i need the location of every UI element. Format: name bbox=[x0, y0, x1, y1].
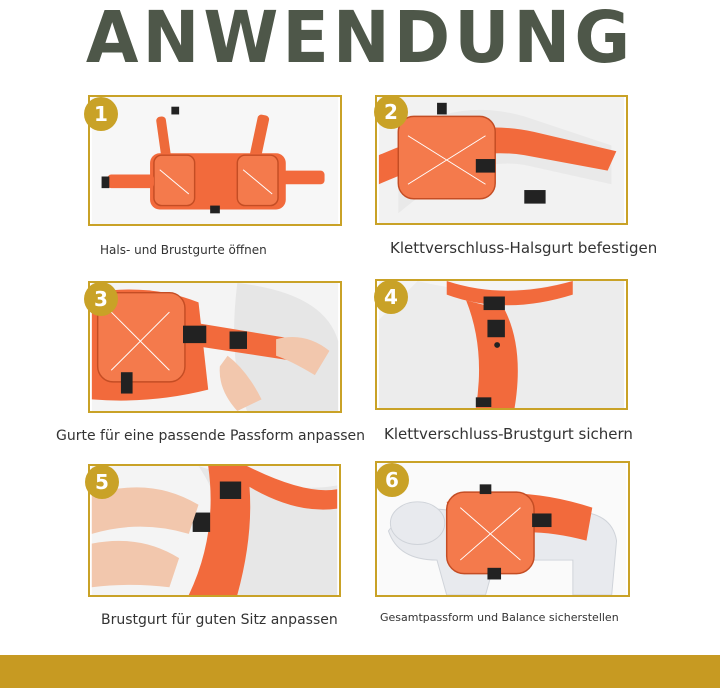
step-6-badge: 6 bbox=[375, 463, 409, 497]
page-title: ANWENDUNG bbox=[85, 0, 635, 80]
step-1-panel bbox=[88, 95, 342, 226]
step-3-panel bbox=[88, 281, 342, 413]
step-2-caption: Klettverschluss-Halsgurt befestigen bbox=[390, 239, 658, 257]
step-1-caption: Hals- und Brustgurte öffnen bbox=[100, 243, 267, 257]
step-5-panel bbox=[88, 464, 341, 597]
step-4-badge: 4 bbox=[374, 280, 408, 314]
step-5-chest-adjust-image bbox=[90, 466, 339, 595]
step-2-neck-strap-image bbox=[377, 97, 626, 223]
step-1-badge: 1 bbox=[84, 97, 118, 131]
step-4-chest-strap-image bbox=[377, 281, 626, 408]
step-3-badge: 3 bbox=[84, 282, 118, 316]
step-6-caption: Gesamtpassform und Balance sicherstellen bbox=[380, 611, 619, 624]
step-2-badge: 2 bbox=[374, 95, 408, 129]
step-5-badge: 5 bbox=[85, 465, 119, 499]
step-3-adjust-image bbox=[90, 283, 340, 411]
step-4-panel bbox=[375, 279, 628, 410]
step-4-caption: Klettverschluss-Brustgurt sichern bbox=[384, 425, 633, 443]
step-3-caption: Gurte für eine passende Passform anpassen bbox=[56, 428, 366, 444]
bottom-accent-bar bbox=[0, 655, 720, 688]
step-1-harness-flat-image bbox=[90, 97, 340, 224]
step-6-panel bbox=[375, 461, 630, 597]
step-2-panel bbox=[375, 95, 628, 225]
step-5-caption: Brustgurt für guten Sitz anpassen bbox=[101, 612, 338, 628]
step-6-final-fit-image bbox=[377, 463, 628, 595]
